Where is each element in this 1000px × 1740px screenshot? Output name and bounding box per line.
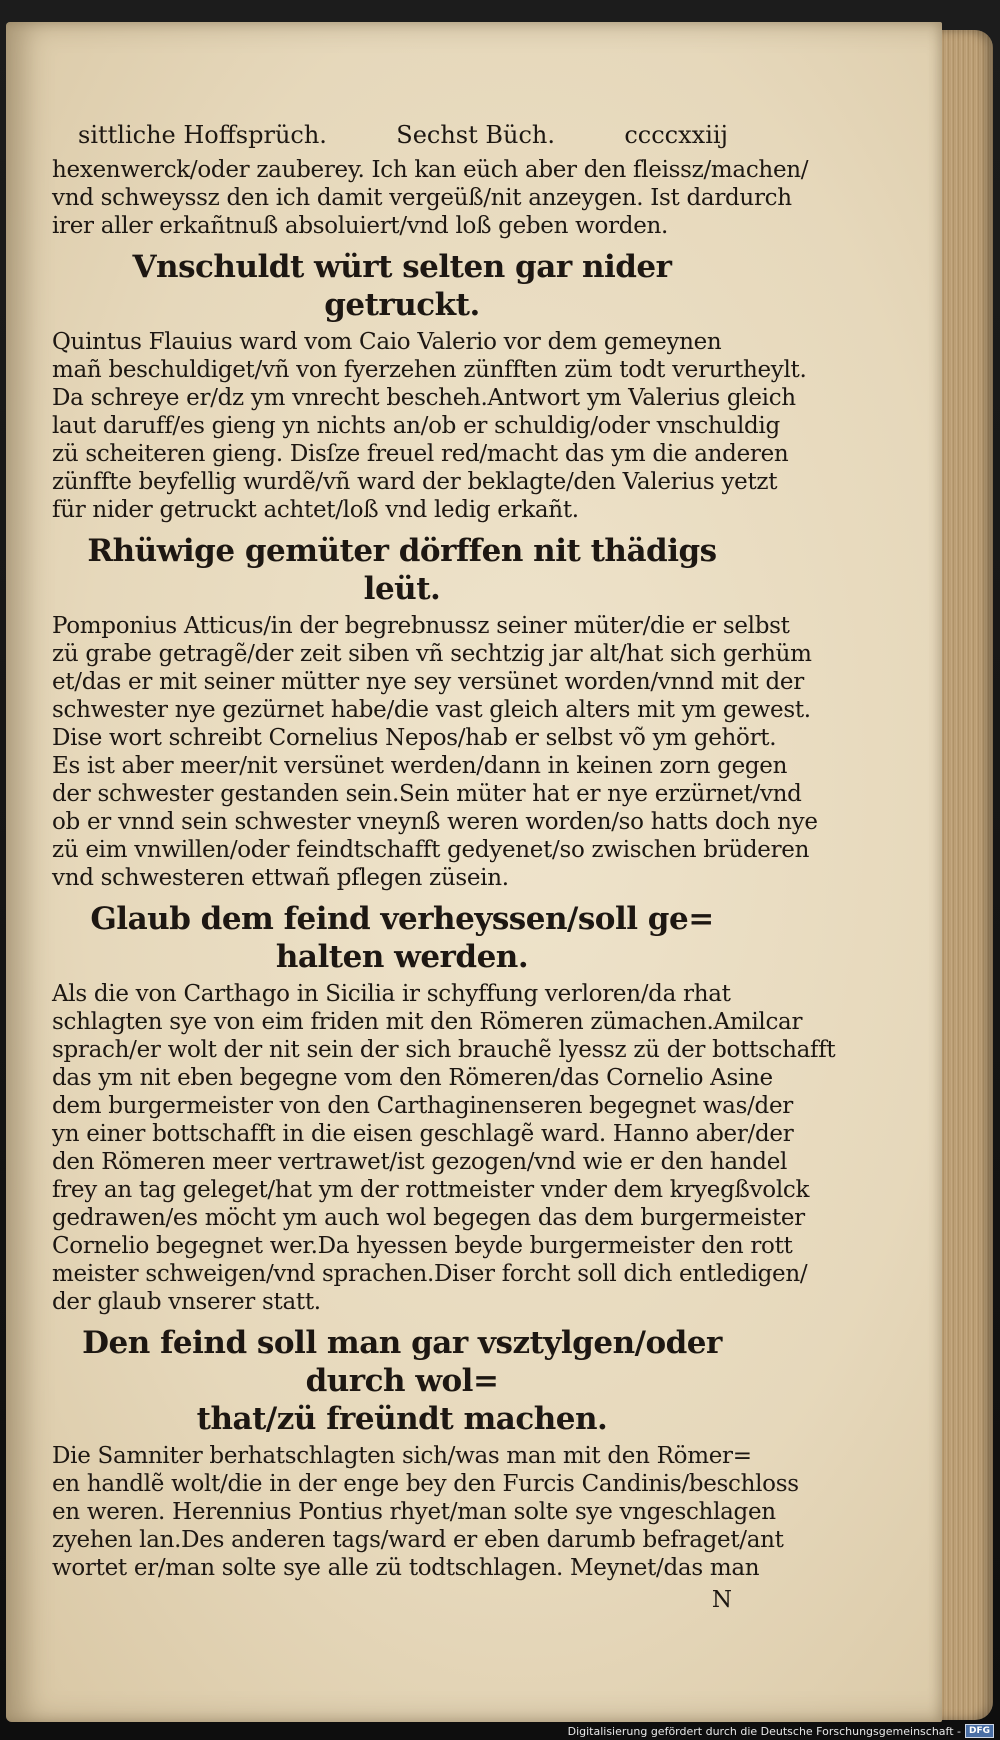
text-line: en weren. Herennius Pontius rhyet/man solte sye vngeschlagen xyxy=(52,1499,776,1525)
text-line: meister schweigen/vnd sprachen.Diser forcht soll dich entledigen/ xyxy=(52,1261,808,1287)
digitization-footer xyxy=(568,1724,994,1738)
text-line: zü grabe getragẽ/der zeit siben vñ sechtzig jar alt/hat sich gerhüm xyxy=(52,641,812,667)
section-heading-3-line-1: Glaub dem feind verheyssen/soll ge= xyxy=(90,901,714,937)
footer-credit-text: Digitalisierung gefördert durch die Deutsche Forschungsgemeinschaft - xyxy=(567,1724,961,1738)
section-heading-4-line-1: Den feind soll man gar vsztylgen/oder durch wol= xyxy=(82,1325,722,1399)
text-line: der glaub vnserer statt. xyxy=(52,1289,321,1315)
section-heading-3 xyxy=(52,900,752,976)
text-line: en handlẽ wolt/die in der enge bey den Furcis Candinis/beschloss xyxy=(52,1471,799,1497)
text-line: Die Samniter berhatschlagten sich/was man mit den Römer= xyxy=(52,1443,752,1469)
text-line: vnd schweyssz den ich damit vergeüß/nit anzeygen. Ist dardurch xyxy=(52,185,792,211)
text-line: Da schreye er/dz ym vnrecht bescheh.Antwort ym Valerius gleich xyxy=(52,385,796,411)
text-line: schlagten sye von eim friden mit den Römeren zümachen.Amilcar xyxy=(52,1009,803,1035)
book-page-edge xyxy=(935,30,993,1720)
text-line: zünffte beyfellig wurdẽ/vñ ward der beklagte/den Valerius yetzt xyxy=(52,469,778,495)
text-block xyxy=(52,120,836,1614)
text-line: vnd schwesteren ettwañ pflegen züsein. xyxy=(52,865,509,891)
running-head xyxy=(78,120,728,150)
signature-mark: N xyxy=(711,1587,732,1613)
text-line: zü eim vnwillen/oder feindtschafft gedyenet/so zwischen brüderen xyxy=(52,837,810,863)
text-line: wortet er/man solte sye alle zü todtschlagen. Meynet/das man xyxy=(52,1555,760,1581)
text-line: gedrawen/es möcht ym auch wol begegen das dem burgermeister xyxy=(52,1205,805,1231)
text-line: Cornelio begegnet wer.Da hyessen beyde burgermeister den rott xyxy=(52,1233,793,1259)
text-line: Quintus Flauius ward vom Caio Valerio vor dem gemeynen xyxy=(52,329,722,355)
text-line: schwester nye gezürnet habe/die vast gleich alters mit ym gewest. xyxy=(52,697,811,723)
text-line: ob er vnnd sein schwester vneynß weren worden/so hatts doch nye xyxy=(52,809,818,835)
section-heading-3-line-2: halten werden. xyxy=(275,939,529,975)
text-line: et/das er mit seiner mütter nye sey versünet worden/vnnd mit der xyxy=(52,669,804,695)
text-line: das ym nit eben begegne vom den Römeren/das Cornelio Asine xyxy=(52,1065,773,1091)
section-heading-1: Vnschuldt würt selten gar nider getruckt. xyxy=(132,249,672,323)
folio-number: ccccxxiij xyxy=(624,121,728,149)
text-line: der schwester gestanden sein.Sein müter hat er nye erzürnet/vnd xyxy=(52,781,802,807)
text-line: für nider getruckt achtet/loß vnd ledig erkañt. xyxy=(52,497,579,523)
section-heading-4 xyxy=(52,1324,752,1438)
running-head-left: sittliche Hoffsprüch. xyxy=(78,121,327,149)
text-line: dem burgermeister von den Carthaginenseren begegnet was/der xyxy=(52,1093,793,1119)
text-line: irer aller erkañtnuß absoluiert/vnd loß geben worden. xyxy=(52,213,669,239)
running-head-center: Sechst Büch. xyxy=(396,121,556,149)
book-page xyxy=(6,22,942,1722)
text-line: sprach/er wolt der nit sein der sich brauchẽ lyessz zü der bottschafft xyxy=(52,1037,836,1063)
text-line: yn einer bottschafft in die eisen geschlagẽ ward. Hanno aber/der xyxy=(52,1121,794,1147)
text-line: frey an tag geleget/hat ym der rottmeister vnder dem kryegßvolck xyxy=(52,1177,810,1203)
text-line: Pomponius Atticus/in der begrebnussz seiner müter/die er selbst xyxy=(52,613,790,639)
dfg-logo-icon: DFG xyxy=(965,1724,994,1738)
text-line: zü scheiteren gieng. Disſze freuel red/macht das ym die anderen xyxy=(52,441,789,467)
section-heading-4-line-2: that/zü freündt machen. xyxy=(196,1401,608,1437)
section-heading-2: Rhüwige gemüter dörffen nit thädigs leüt. xyxy=(87,533,717,607)
text-line: zyehen lan.Des anderen tags/ward er eben darumb befraget/ant xyxy=(52,1527,784,1553)
text-line: Als die von Carthago in Sicilia ir schyffung verloren/da rhat xyxy=(52,981,731,1007)
text-line: hexenwerck/oder zauberey. Ich kan eüch aber den fleissz/machen/ xyxy=(52,157,809,183)
text-line: den Römeren meer vertrawet/ist gezogen/vnd wie er den handel xyxy=(52,1149,788,1175)
text-line: laut daruff/es gieng yn nichts an/ob er schuldig/oder vnschuldig xyxy=(52,413,780,439)
text-line: Dise wort schreibt Cornelius Nepos/hab er selbst võ ym gehört. xyxy=(52,725,777,751)
text-line: Es ist aber meer/nit versünet werden/dann in keinen zorn gegen xyxy=(52,753,788,779)
text-line: mañ beschuldiget/vñ von fyerzehen zünfften züm todt verurtheylt. xyxy=(52,357,807,383)
